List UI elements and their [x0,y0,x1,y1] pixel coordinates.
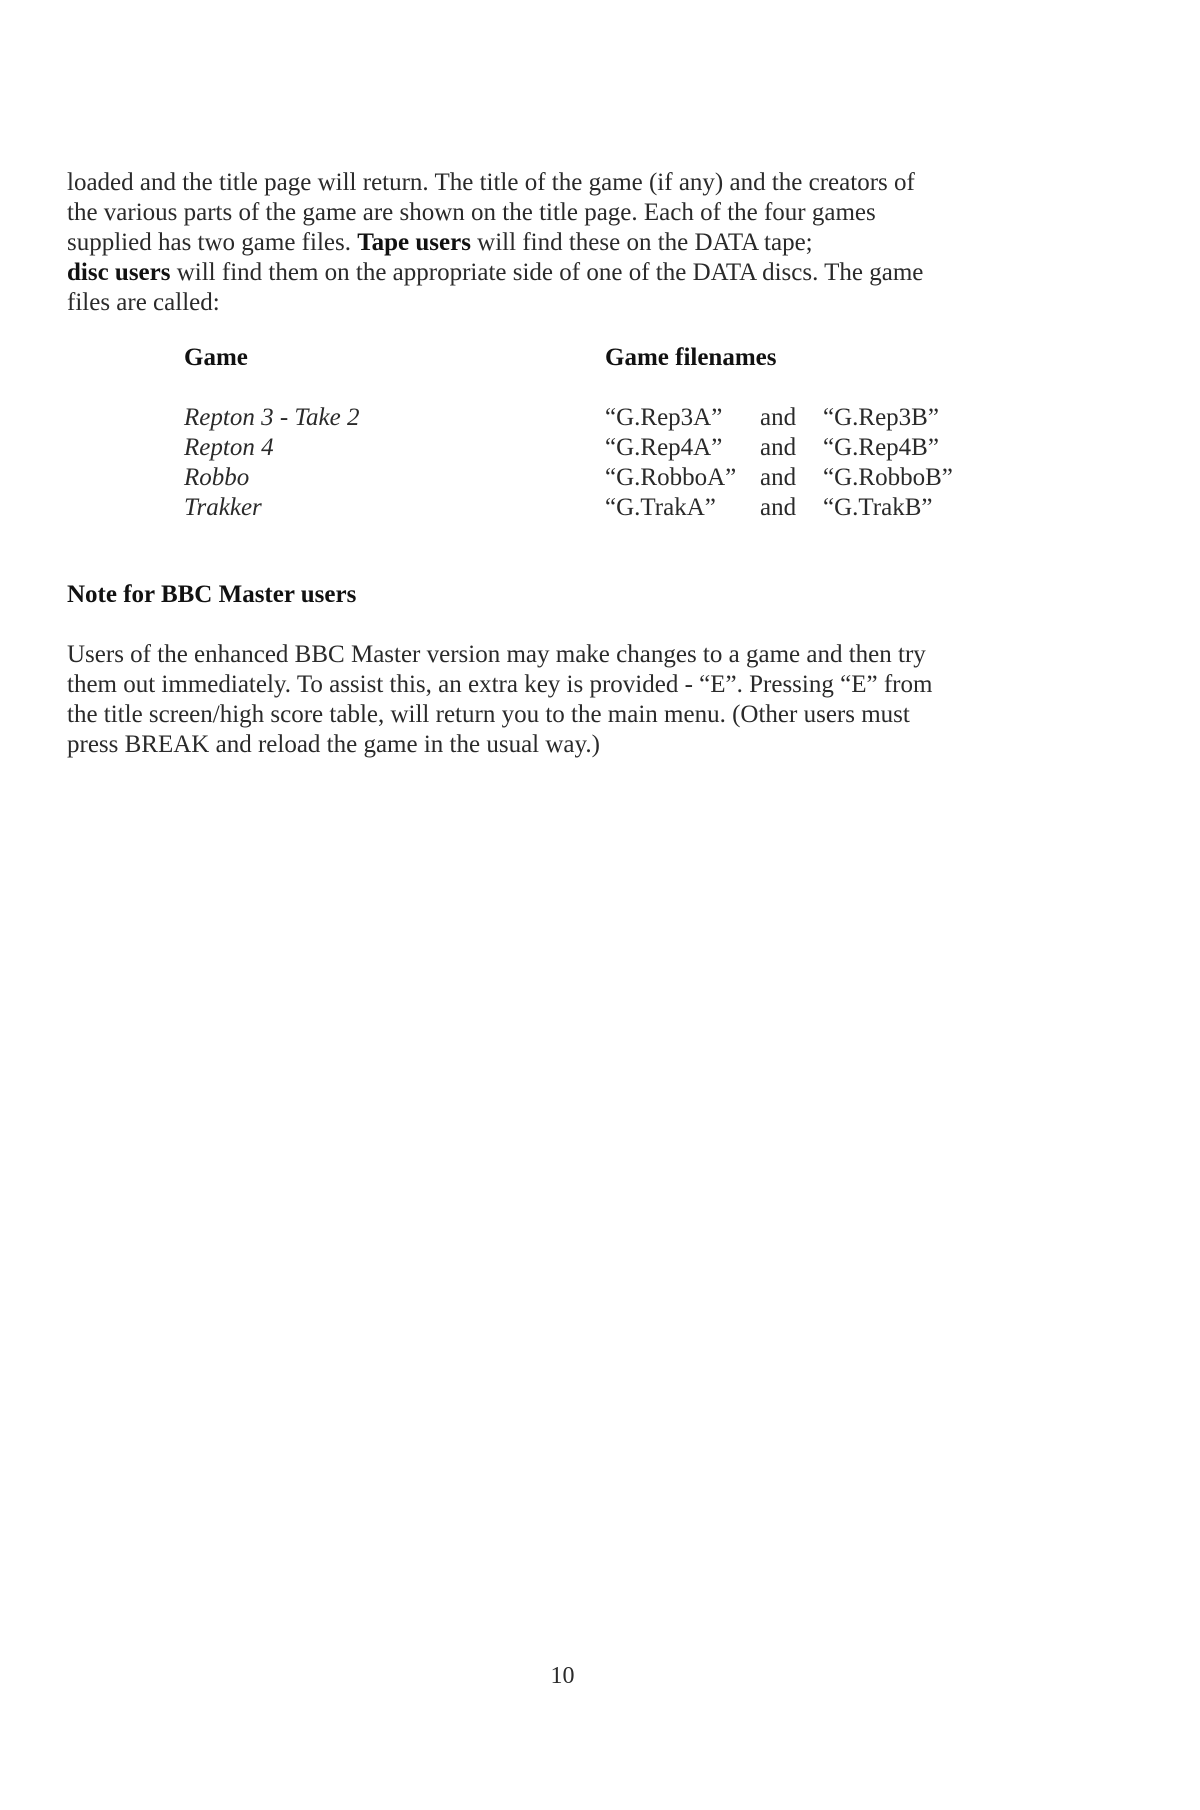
table-header-filenames: Game filenames [605,344,777,371]
game-name: Trakker [184,494,262,521]
game-name-column [184,403,359,523]
note-line-4: press BREAK and reload the game in the usual way.) [67,731,600,758]
intro-paragraph [67,168,1067,318]
and-word: and [760,404,797,431]
game-name: Repton 3 - Take 2 [184,404,360,431]
and-word: and [760,434,797,461]
filename-b: “G.TrakB” [823,494,933,521]
and-word: and [760,494,797,521]
page-number: 10 [550,1663,575,1689]
table-header-game: Game [184,344,248,371]
note-line-3: the title screen/high score table, will return you to the main menu. (Other users must [67,701,910,728]
and-word: and [760,464,797,491]
game-name: Repton 4 [184,434,274,461]
filename-a: “G.Rep3A” [605,404,723,431]
filename-b: “G.Rep3B” [823,404,939,431]
note-line-1: Users of the enhanced BBC Master version may make changes to a game and then try [67,641,926,668]
note-heading: Note for BBC Master users [67,581,357,608]
filename-a: “G.RobboA” [605,464,737,491]
intro-line-1: loaded and the title page will return. The title of the game (if any) and the creators of [67,169,915,196]
disc-users-emphasis: disc users [67,259,171,286]
filename-a: “G.Rep4A” [605,434,723,461]
intro-line-2: the various parts of the game are shown on the title page. Each of the four games [67,199,876,226]
intro-line-3-post: will find these on the DATA tape; [477,229,813,256]
tape-users-emphasis: Tape users [357,229,471,256]
note-line-2: them out immediately. To assist this, an extra key is provided - “E”. Pressing “E” from [67,671,933,698]
intro-line-3 [67,228,1067,258]
game-name: Robbo [184,464,250,491]
filename-b: “G.Rep4B” [823,434,939,461]
intro-line-5: files are called: [67,289,220,316]
intro-line-4-post: will find them on the appropriate side of one of the DATA discs. The game [176,259,924,286]
filename-b: “G.RobboB” [823,464,953,491]
note-paragraph [67,640,1067,760]
intro-line-4 [67,258,1067,288]
intro-line-3-pre: supplied has two game files. [67,229,351,256]
filename-a: “G.TrakA” [605,494,716,521]
